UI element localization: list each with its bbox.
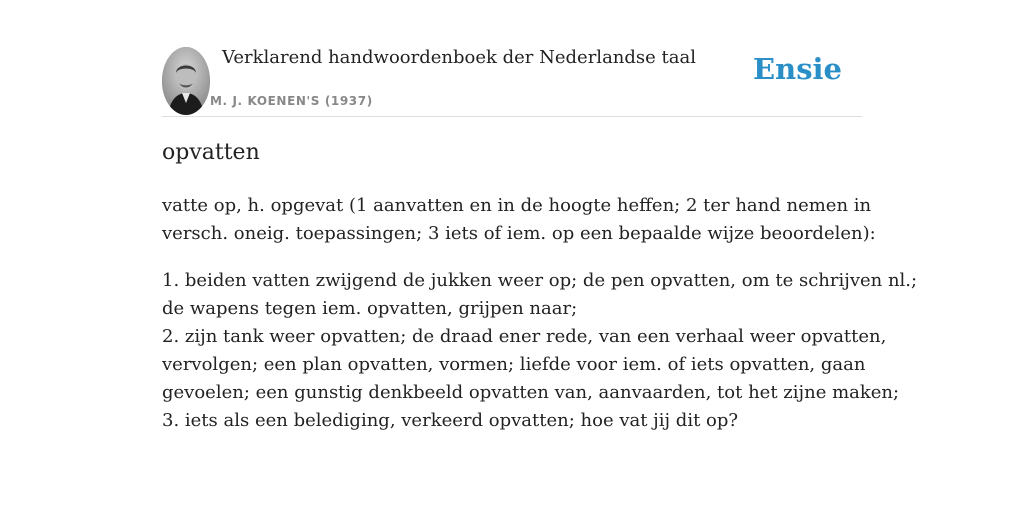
entry-definition [162,192,918,454]
dictionary-author: M. J. KOENEN'S (1937) [210,94,373,108]
sense-line: gevoelen; een gunstig denkbeeld opvatten van, aanvaarden, tot het zijne maken; [162,382,900,403]
sense-line: vervolgen; een plan opvatten, vormen; liefde voor iem. of iets opvatten, gaan [162,354,866,375]
entry-headword: opvatten [162,140,260,165]
definition-senses [162,267,918,435]
author-portrait [162,47,210,115]
sense-line: 1. beiden vatten zwijgend de jukken weer op; de pen opvatten, om te schrijven nl.; [162,270,918,291]
sense-line: 2. zijn tank weer opvatten; de draad ener rede, van een verhaal weer opvatten, [162,326,887,347]
brand-logo-link[interactable]: Ensie [753,52,842,86]
dictionary-title: Verklarend handwoordenboek der Nederlandse taal [222,47,696,68]
portrait-image [162,47,210,115]
header [162,44,862,117]
definition-intro [162,192,876,248]
sense-line: de wapens tegen iem. opvatten, grijpen naar; [162,298,578,319]
definition-line: versch. oneig. toepassingen; 3 iets of iem. op een bepaalde wijze beoordelen): [162,223,876,244]
definition-line: vatte op, h. opgevat (1 aanvatten en in de hoogte heffen; 2 ter hand nemen in [162,195,872,216]
sense-line: 3. iets als een belediging, verkeerd opvatten; hoe vat jij dit op? [162,410,739,431]
